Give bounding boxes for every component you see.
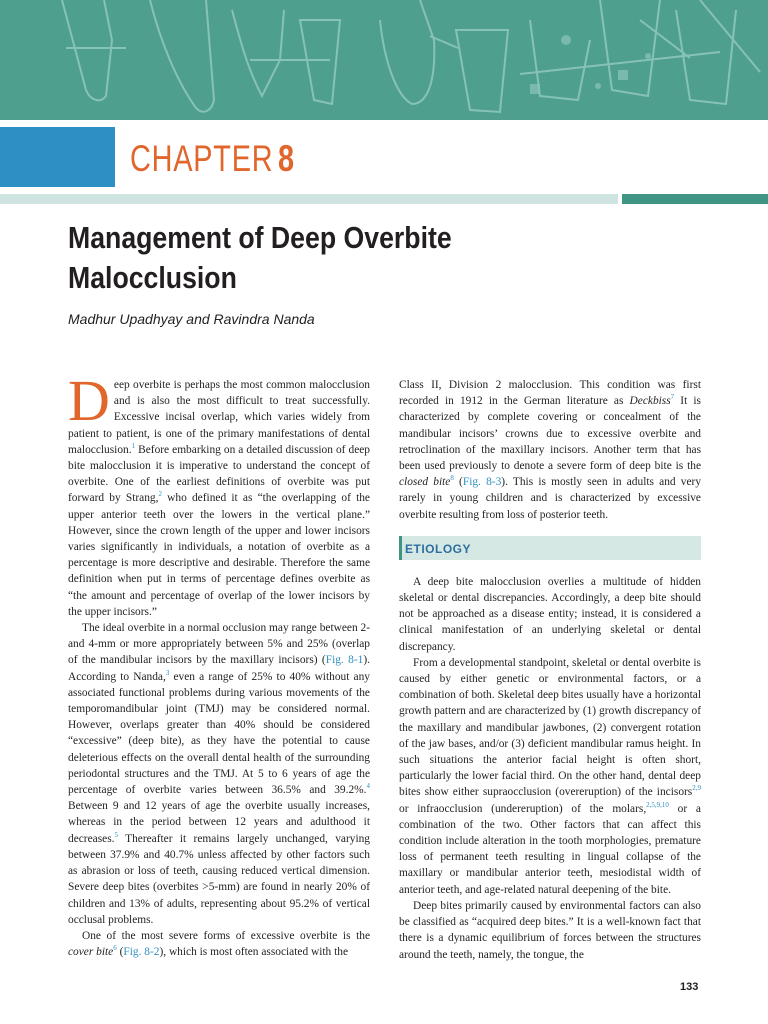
text: Before embarking on a detailed discussion of deep bite malocclusion it is imperative to understand the concept of overbite. One of the earliest definitions of overbite was put forward by Strang, <box>68 443 370 505</box>
page-number: 133 <box>680 981 699 993</box>
figure-link[interactable]: Fig. 8-1 <box>325 654 364 667</box>
paragraph: Deep bites primarily caused by environmental factors can also be classified as “acquired deep bites.” It is a well-known fact that there is a dynamic equilibrium of forces between the structures around the teeth, namely, the tongue, the <box>399 899 701 961</box>
section-heading-label: ETIOLOGY <box>405 541 472 556</box>
text: ). According to Nanda, <box>68 654 370 683</box>
section-heading <box>399 536 701 560</box>
figure-link[interactable]: Fig. 8-3 <box>462 476 502 489</box>
text: or a combination of the two. Other factors that can affect this condition include alteration in the tooth morphologies, premature loss of permanent teeth resulting in lingual collapse of the maxillary or mandibular anterior teeth, mesiodistal width of anterior teeth, and age-related natural deepening of the bite. <box>399 802 701 896</box>
citation[interactable]: 8 <box>450 474 454 483</box>
citation[interactable]: 2 <box>158 490 162 499</box>
chapter-accent-block <box>0 127 115 187</box>
paragraph <box>68 620 370 928</box>
citation[interactable]: 6 <box>113 944 117 953</box>
italic-term: Deckbiss <box>629 395 671 408</box>
text: or infraocclusion (undereruption) of the molars, <box>399 802 647 815</box>
text: ( <box>453 476 463 489</box>
italic-term: cover bite <box>68 946 114 959</box>
citation[interactable]: 4 <box>366 782 370 791</box>
text: who defined it as “the overlapping of the upper anterior teeth over the lowers in the vertical plane.” However, since the crown length of the upper and lower incisors varies significantly in individuals, a notation of overbite as a percentage is more descriptive and desirable. Therefore the same definition when put in terms of percentage defines overbite as “the amount and percentage of overlap of the lower incisors by the upper incisors.” <box>68 492 370 618</box>
citation[interactable]: 1 <box>131 442 136 451</box>
text: eep overbite is perhaps the most common malocclusion and is also the most difficult to treat successfully. Excessive incisal overlap, which varies widely from patient to patient, is one of the primary manifestations of dental malocclusion. <box>68 379 370 456</box>
right-column <box>399 377 701 963</box>
chapter-rule-right <box>622 194 768 204</box>
chapter-rule-left <box>0 194 618 204</box>
text: Class II, Division 2 malocclusion. This condition was first recorded in 1912 in the German literature as <box>399 379 701 408</box>
left-column <box>68 368 370 960</box>
text: ( <box>116 946 124 959</box>
paragraph <box>68 368 370 620</box>
text: even a range of 25% to 40% without any associated functional problems during various movements of the temporomandibular joint (TMJ) may be considered normal. However, overlaps greater than 40% should be considered “excessive” (deep bite), as they have the potential to cause deleterious effects on the overall dental health of the surrounding periodontal structures and the TMJ. At 5 to 6 years of age the percentage of overbite varies between 36.5% and 39.2%. <box>68 670 370 797</box>
text: It is characterized by complete covering or concealment of the mandibular incisors’ crowns due to excessive overbite and retroclination of the maxillary incisors. Another term that has been used previously to denote a severe form of deep bite is the <box>399 395 701 473</box>
paragraph <box>68 928 370 960</box>
drop-cap: D <box>68 368 110 433</box>
text: Between 9 and 12 years of age the overbite usually increases, whereas in the period between 12 years and adulthood it decreases. <box>68 800 370 845</box>
authors: Madhur Upadhyay and Ravindra Nanda <box>68 311 315 327</box>
text: ). This is mostly seen in adults and very rarely in young children and is characterized by excessive overbite resulting from loss of posterior teeth. <box>399 476 702 521</box>
italic-term: closed bite <box>399 476 451 489</box>
header-banner <box>0 0 768 120</box>
text: From a developmental standpoint, skeletal or dental overbite is caused by either genetic or environmental factors, or a combination of both. Skeletal deep bites usually have a horizontal growth pattern and are characterized by (1) growth discrepancy of the maxillary and mandibular jawbones, (2) convergent rotation of the jaw bases, and/or (3) deficient mandibular ramus height. In such situations the anterior facial height is often short, particularly the lower facial third. On the other hand, dental deep bites show either supraocclusion (overeruption) of the incisors <box>399 656 701 799</box>
chapter-title-line2: Malocclusion <box>68 260 237 295</box>
citation[interactable]: 5 <box>114 830 118 839</box>
text: ), which is most often associated with the <box>159 946 349 959</box>
figure-link[interactable]: Fig. 8-2 <box>123 946 160 959</box>
chapter-title <box>68 218 618 298</box>
citation[interactable]: 7 <box>670 393 675 402</box>
paragraph: A deep bite malocclusion overlies a multitude of hidden skeletal or dental discrepancies. Accordingly, a deep bite should not be approached as a disease entity; instead, it is considered a clinical manifestation of an underlying skeletal or dental discrepancy. <box>399 575 701 653</box>
dental-illustration-icon <box>0 0 768 120</box>
chapter-number: 8 <box>278 138 295 179</box>
text: One of the most severe forms of excessive overbite is the <box>82 929 370 942</box>
chapter-title-line1: Management of Deep Overbite <box>68 220 452 255</box>
paragraph <box>399 377 701 523</box>
chapter-word: CHAPTER <box>130 138 274 179</box>
text: The ideal overbite in a normal occlusion may range between 2- and 4-mm or more appropriately between 5% and 25% (overlap of the mandibular incisors by the maxillary incisors) ( <box>68 622 370 667</box>
citation[interactable]: 2,9 <box>692 784 701 793</box>
text: Thereafter it remains largely unchanged, varying between 37.9% and 40.7% unless affected by other factors such as abrasion or loss of teeth, causing reduced vertical dimension. Severe deep bites (overbites >5-mm) are found in nearly 20% of children and 13% of adults, representing about 95.2% of vertical occlusal problems. <box>68 832 370 926</box>
chapter-label <box>130 138 295 180</box>
citation[interactable]: 3 <box>165 668 170 677</box>
paragraph <box>399 655 701 898</box>
citation[interactable]: 2,5,9,10 <box>646 800 669 809</box>
